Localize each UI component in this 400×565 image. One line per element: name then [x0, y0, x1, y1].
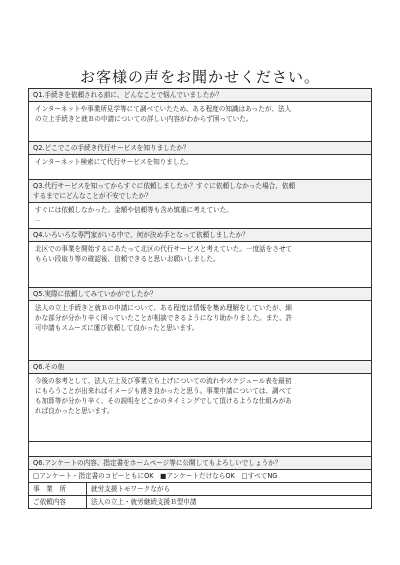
answer-6-line-4: れば良かったと思います。 — [35, 407, 114, 415]
question-1: Q1.手続きを依頼される前に、どんなことで悩んでいましたか？ — [29, 89, 371, 102]
office-value: 就労支援トモワークながら — [91, 485, 171, 493]
answer-2 — [29, 155, 371, 180]
survey-form — [28, 88, 372, 509]
question-5: Q5.実際に依頼してみていかがでしたか？ — [29, 288, 371, 301]
answer-3-marker: ... — [35, 216, 41, 223]
answer-6 — [29, 374, 371, 442]
blank-row — [29, 442, 371, 457]
answer-5-line-1: 法人の立上手続きと就Ｂの申請について、ある程度は情報を集め理解をしていたが、細 — [35, 304, 292, 312]
answer-4 — [29, 242, 371, 288]
question-3-line-1: Q3.代行サービスを知ってからすぐに依頼しましたか？すぐに依頼しなかった場合、依頼 — [33, 182, 296, 190]
page-title: お客様の声をお聞かせください。 — [79, 68, 320, 86]
answer-4-line-2: もらい段取り等の確認後、信頼できると思いお願いしました。 — [35, 255, 220, 263]
answer-3-line-1: すぐには依頼しなかった。金額や信頼等も含め慎重に考えていた。 — [35, 206, 233, 214]
question-publish: Q6.アンケートの内容、指定書をホームページ等に公開してもよろしいでしょうか？ — [29, 457, 371, 470]
answer-1 — [29, 102, 371, 142]
request-label: ご依頼内容 — [29, 496, 87, 508]
question-2: Q2.どこでこの手続き代行サービスを知りましたか？ — [29, 142, 371, 155]
question-3 — [29, 180, 371, 203]
answer-6-line-3: も加算等が分かり辛く、その説明をどこかのタイミングでして頂けるような仕組みがあ — [35, 397, 292, 405]
answer-5-line-3: 可申請もスムーズに運び依頼して良かったと思います。 — [35, 324, 199, 332]
office-label: 事 業 所 — [29, 483, 87, 495]
question-6: Q6.その他 — [29, 361, 371, 374]
answer-1-line-1: インターネットや事業所見学等にて調べていたため、ある程度の知識はあったが、法人 — [35, 105, 292, 113]
answer-6-line-1: 今後の参考として、法人立上及び事業立ち上げについての流れやスケジュール表を最初 — [35, 377, 292, 385]
answer-3 — [29, 203, 371, 229]
question-3-line-2: するまでにどんなことが不安でしたか？ — [33, 192, 152, 200]
answer-2-line-1: インターネット検索にて代行サービスを知りました。 — [35, 158, 193, 166]
request-value: 法人の立上・就労継続支援Ｂ型申請 — [91, 498, 197, 506]
answer-6-line-2: にもらうことが出来ればイメージも湧き良かったと思う。事業申請については、調べて — [35, 387, 292, 395]
publish-options: □アンケート・指定書のコピーともにOK ■アンケートだけならOK □すべてNG — [29, 470, 371, 483]
answer-5-line-2: かな部分が分かり辛く困っていたことが相談できるようになり助かりました。また、許 — [35, 314, 293, 322]
answer-4-line-1: 北区での事業を開始するにあたって北区の代行サービスと考えていた。一度話をさせて — [35, 245, 293, 253]
answer-5 — [29, 301, 371, 361]
office-row — [29, 483, 371, 496]
question-4: Q4.いろいろな専門家がいる中で、何が決め手となって依頼しましたか？ — [29, 229, 371, 242]
request-row — [29, 496, 371, 508]
answer-1-line-2: の立上手続きと就Ｂの申請についての詳しい内容がわからず困っていた。 — [35, 115, 253, 123]
